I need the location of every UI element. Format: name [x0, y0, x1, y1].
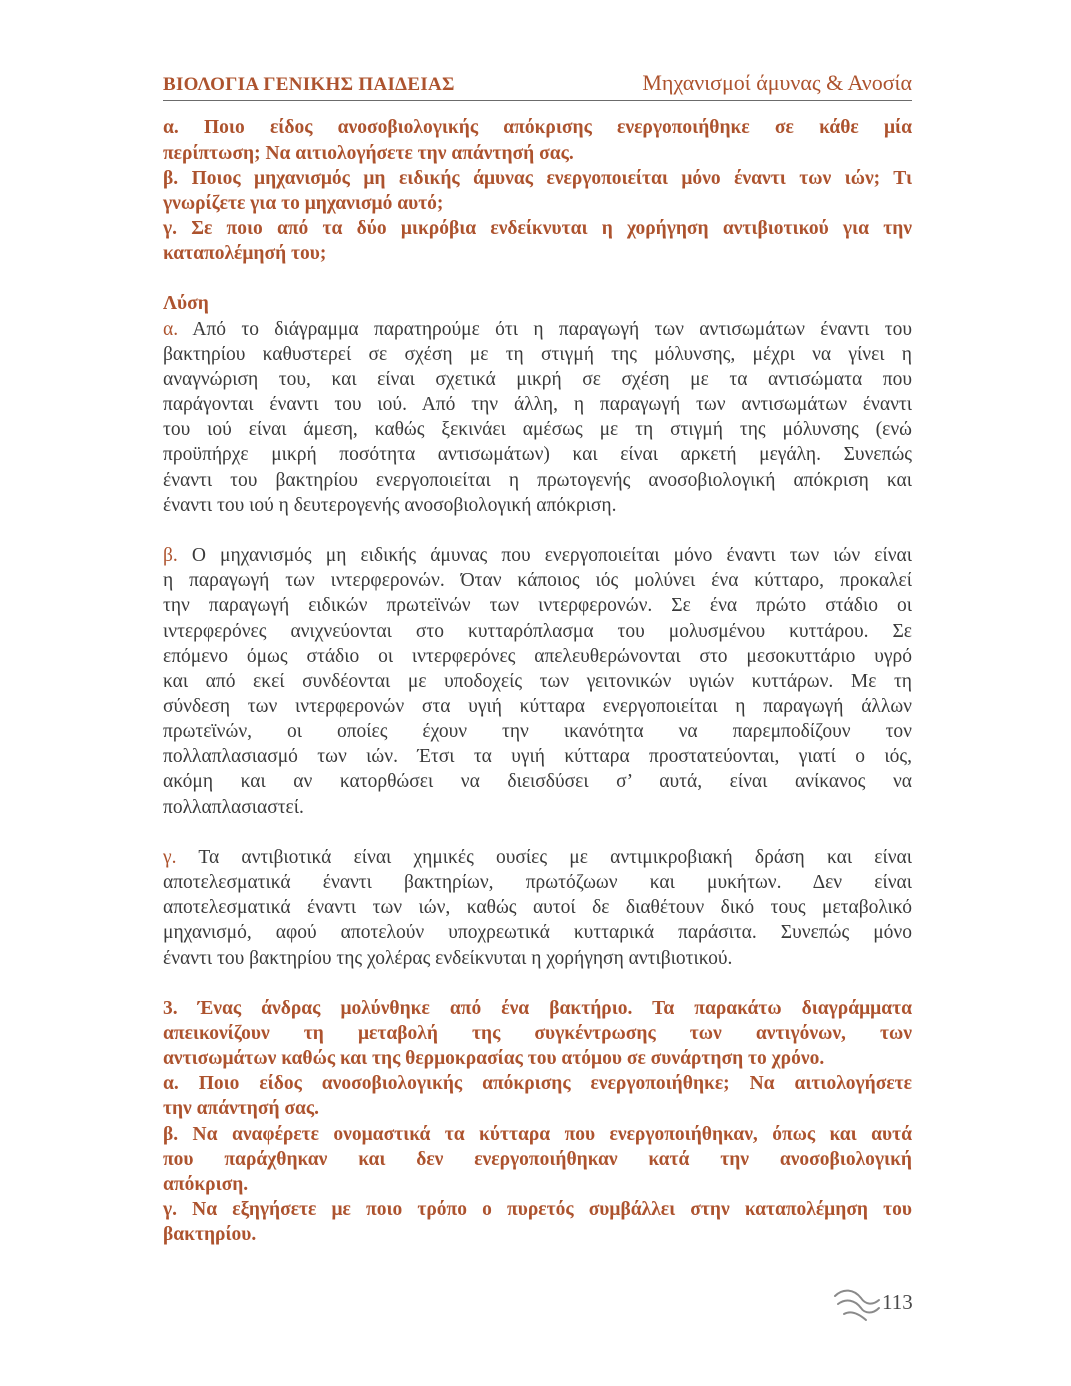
running-header: [163, 66, 912, 101]
answer-line: επόμενο όμως στάδιο οι ιντερφερόνες απελευθερώνονται στο μεσοκυττάριο υγρό: [163, 645, 912, 667]
answer-label: α.: [163, 318, 179, 340]
question-3-line: γ. Να εξηγήσετε με ποιο τρόπο ο πυρετός συμβάλλει στην καταπολέμηση του: [163, 1199, 912, 1221]
answer-line: αποτελεσματικά έναντι των ιών, καθώς αυτοί δε διαθέτουν δικό τους μεταβολικό: [163, 897, 912, 919]
swoosh-logo-icon: [832, 1287, 882, 1323]
answer-line: πολλαπλασιαστεί.: [163, 796, 304, 818]
question-line: β. Ποιος μηχανισμός μη ειδικής άμυνας ενεργοποιείται μόνο έναντι των ιών; Τι: [163, 167, 912, 189]
answer-line: έναντι του βακτηρίου ενεργοποιείται η πρωτογενής ανοσοβιολογική απόκριση και: [163, 469, 912, 491]
answer-line: μηχανισμό, αφού αποτελούν υποχρεωτικά κυτταρικά παράσιτα. Συνεπώς μόνο: [163, 922, 912, 944]
answer-label: γ.: [163, 846, 177, 868]
answer-line: αποτελεσματικά έναντι βακτηρίων, πρωτόζωων και μυκήτων. Δεν είναι: [163, 872, 912, 894]
answer-text: Ο μηχανισμός μη ειδικής άμυνας που ενεργοποιείται μόνο έναντι των ιών είναι: [191, 545, 913, 567]
answer-line: παράγονται έναντι του ιού. Από την άλλη, η παραγωγή των αντισωμάτων έναντι: [163, 394, 912, 416]
answer-line: ιντερφερόνες ανιχνεύονται στο κυτταρόπλασμα του μολυσμένου κυττάρου. Σε: [163, 620, 912, 642]
solution-answers: [163, 317, 912, 971]
question-3-line: βακτηρίου.: [163, 1224, 257, 1246]
answer-line: και από εκεί συνδέονται με υποδοχείς των γειτονικών υγιών κυττάρων. Με τη: [163, 670, 912, 692]
answer-line: [163, 543, 912, 568]
question-item: [163, 166, 912, 216]
answer-label: β.: [163, 545, 178, 567]
answer-line: την παραγωγή ειδικών πρωτεϊνών των ιντερφερονών. Σε ένα πρώτο στάδιο οι: [163, 595, 912, 617]
question-line: α. Ποιο είδος ανοσοβιολογικής απόκρισης ενεργοποιήθηκε σε κάθε μία: [163, 117, 912, 139]
answer-line: έναντι του βακτηρίου της χολέρας ενδείκνυται η χορήγηση αντιβιοτικού.: [163, 947, 733, 969]
solution-heading: Λύση: [163, 293, 209, 315]
question-3-line: β. Να αναφέρετε ονομαστικά τα κύτταρα που ενεργοποιήθηκαν, όπως και αυτά: [163, 1123, 912, 1145]
question-line: περίπτωση; Να αιτιολογήσετε την απάντησή σας.: [163, 142, 574, 164]
question-3-item: [163, 1071, 912, 1121]
answer-line: προϋπήρχε μικρή ποσότητα αντισωμάτων) και είναι αρκετή μεγάλη. Συνεπώς: [163, 444, 912, 466]
answer-line: πολλαπλασιασμό των ιών. Έτσι τα υγιή κύτταρα προστατεύονται, γιατί ο ιός,: [163, 746, 912, 768]
question-3-item: [163, 1197, 912, 1247]
question-3-line: απεικονίζουν τη μεταβολή της συγκέντρωσης των αντιγόνων, των: [163, 1023, 912, 1045]
question-3-line: απόκριση.: [163, 1173, 249, 1195]
chapter-title: Μηχανισμοί άμυνας & Ανοσία: [642, 70, 912, 95]
answer-line: [163, 845, 912, 870]
answer-paragraph-2: [163, 543, 912, 820]
question-3-item: [163, 1122, 912, 1197]
answer-text: Τα αντιβιοτικά είναι χημικές ουσίες με αντιμικροβιακή δράση και είναι: [198, 846, 913, 868]
answer-line: αναγνώριση του, και είναι σχετικά μικρή σε σχέση με τα αντισώματα που: [163, 368, 912, 390]
question-3-item: [163, 996, 912, 1071]
answer-paragraph-3: [163, 845, 912, 971]
answer-line: πρωτεϊνών, οι οποίες έχουν την ικανότητα να παρεμποδίζουν τον: [163, 721, 912, 743]
answer-paragraph-1: [163, 317, 912, 518]
question-line: γ. Σε ποιο από τα δύο μικρόβια ενδείκνυται η χορήγηση αντιβιοτικού για την: [163, 218, 912, 240]
question-item: [163, 216, 912, 266]
answer-line: ακόμη και αν κατορθώσει να διεισδύσει σ’ αυτά, είναι ανίκανος να: [163, 771, 912, 793]
question-line: γνωρίζετε για το μηχανισμό αυτό;: [163, 192, 444, 214]
question-item: [163, 115, 912, 165]
answer-line: η παραγωγή των ιντερφερονών. Όταν κάποιος ιός μολύνει ένα κύτταρο, προκαλεί: [163, 570, 912, 592]
answer-text: Από το διάγραμμα παρατηρούμε ότι η παραγωγή των αντισωμάτων έναντι του: [192, 318, 912, 340]
answer-line: [163, 317, 912, 342]
question-3-line: την απάντησή σας.: [163, 1098, 320, 1120]
question-3-line: που παράχθηκαν και δεν ενεργοποιήθηκαν κατά την ανοσοβιολογική: [163, 1148, 912, 1170]
answer-line: βακτηρίου καθυστερεί σε σχέση με τη στιγμή της μόλυνσης, μέχρι να γίνει η: [163, 343, 912, 365]
answer-line: σύνδεση των ιντερφερονών στα υγιή κύτταρα ενεργοποιείται η παραγωγή άλλων: [163, 695, 912, 717]
question-line: καταπολέμησή του;: [163, 243, 327, 265]
book-title: ΒΙΟΛΟΓΙΑ ΓΕΝΙΚΗΣ ΠΑΙΔΕΙΑΣ: [163, 74, 455, 95]
previous-question-block: [163, 115, 912, 266]
question-3-line: αντισωμάτων καθώς και της θερμοκρασίας του ατόμου σε συνάρτηση το χρόνο.: [163, 1048, 825, 1070]
answer-line: του ιού είναι άμεση, καθώς ξεκινάει αμέσως με τη στιγμή της μόλυνσης (ενώ: [163, 419, 912, 441]
page-number: 113: [882, 1290, 913, 1314]
answer-line: έναντι του ιού η δευτερογενής ανοσοβιολογική απόκριση.: [163, 494, 617, 516]
question-3-line: 3. Ένας άνδρας μολύνθηκε από ένα βακτήριο. Τα παρακάτω διαγράμματα: [163, 997, 912, 1019]
page-content: [163, 115, 912, 1247]
question-3-line: α. Ποιο είδος ανοσοβιολογικής απόκρισης ενεργοποιήθηκε; Να αιτιολογήσετε: [163, 1073, 912, 1095]
question-3-block: [163, 996, 912, 1248]
